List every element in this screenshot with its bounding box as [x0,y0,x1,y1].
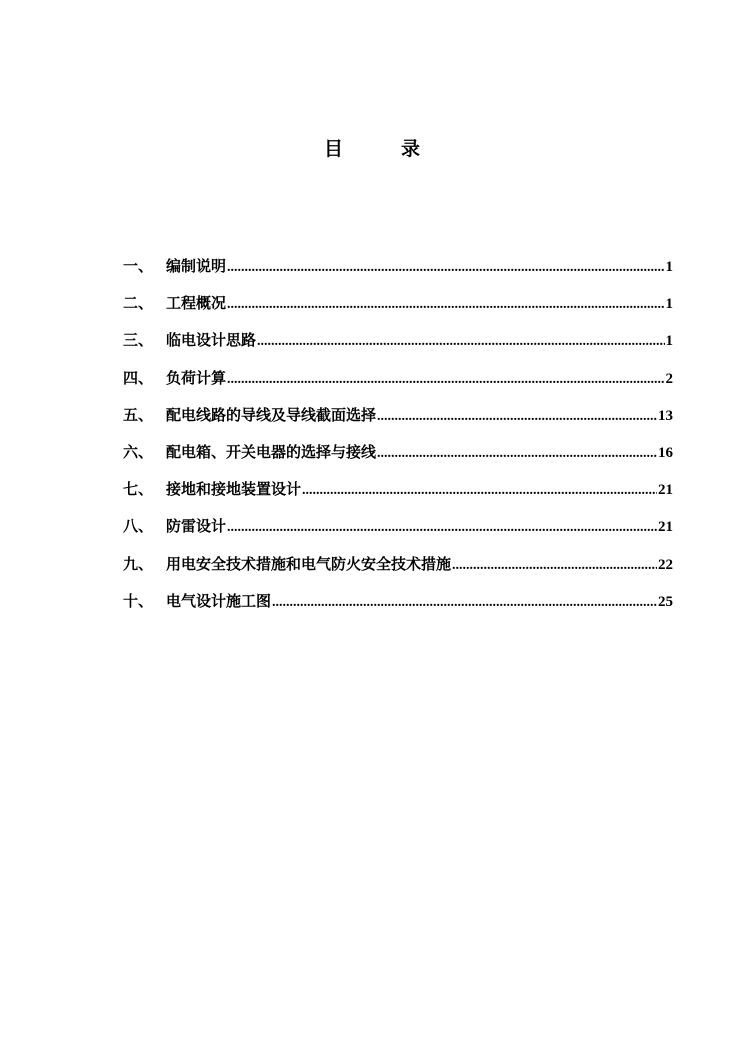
toc-heading [0,134,744,161]
toc-entry[interactable] [123,255,673,292]
toc-dot-leader [272,595,657,611]
toc-entry-page: 16 [658,444,673,461]
toc-entry-page: 25 [658,593,673,610]
toc-entry-page: 1 [665,259,673,275]
toc-dot-leader [377,446,657,462]
toc-dot-leader [452,558,657,574]
toc-entry-number: 八、 [123,517,154,536]
toc-entry-page: 21 [658,519,673,536]
toc-entry-number: 二、 [123,294,154,313]
toc-entry-number: 五、 [123,405,154,424]
toc-entry-title: 配电线路的导线及导线截面选择 [166,405,377,424]
toc-entry-page: 1 [665,296,673,313]
toc-dot-leader [377,409,657,425]
toc-dot-leader [227,372,664,388]
toc-entry-number: 十、 [123,591,154,610]
toc-entry-title: 负荷计算 [166,368,227,387]
toc-entry-page: 13 [658,407,673,424]
toc-dot-leader [227,260,664,276]
toc-entry-page: 21 [658,482,673,499]
toc-entry-number: 七、 [123,480,154,499]
toc-entry-title: 临电设计思路 [166,331,257,350]
toc-entry-page: 2 [665,370,673,387]
toc-entry[interactable] [123,367,673,404]
toc-entry-title: 接地和接地装置设计 [166,480,302,499]
toc-entry-number: 三、 [123,331,154,350]
toc-dot-leader [227,520,657,536]
toc-dot-leader [227,297,664,313]
toc-entry[interactable] [123,404,673,441]
toc-entry-number: 六、 [123,442,154,461]
toc-entry-title: 用电安全技术措施和电气防火安全技术措施 [166,554,452,573]
toc-entry-page: 1 [665,333,673,350]
toc-entry[interactable] [123,441,673,478]
toc-entry-number: 九、 [123,554,154,573]
toc-dot-leader [257,334,664,350]
table-of-contents [123,255,673,627]
toc-entry[interactable] [123,478,673,515]
toc-entry-page: 22 [658,556,673,573]
toc-entry-title: 电气设计施工图 [166,591,272,610]
toc-entry[interactable] [123,590,673,627]
toc-entry[interactable] [123,292,673,329]
toc-entry-number: 一、 [123,257,154,275]
toc-heading-left: 目 [323,138,343,160]
toc-entry[interactable] [123,553,673,590]
toc-entry[interactable] [123,329,673,366]
toc-dot-leader [302,483,657,499]
toc-entry-title: 防雷设计 [166,517,227,536]
toc-heading-right: 录 [401,138,421,160]
toc-entry[interactable] [123,515,673,552]
toc-entry-title: 编制说明 [166,257,227,275]
toc-entry-title: 配电箱、开关电器的选择与接线 [166,442,377,461]
toc-entry-title: 工程概况 [166,294,227,313]
toc-entry-number: 四、 [123,368,154,387]
